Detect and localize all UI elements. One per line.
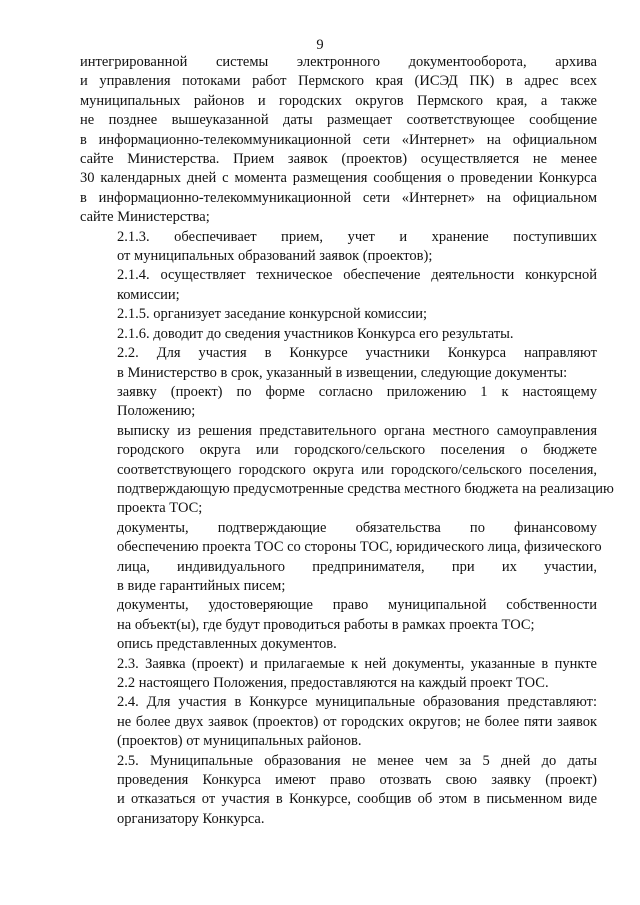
text-line: и отказаться от участия в Конкурсе, сообщив об этом в письменном виде xyxy=(117,791,597,808)
text-line: 2.3. Заявка (проект) и прилагаемые к ней документы, указанные в пункте xyxy=(117,655,597,672)
text-line: опись представленных документов. xyxy=(117,636,337,653)
text-line: 2.1.4. осуществляет техническое обеспечение деятельности конкурсной xyxy=(117,267,597,284)
text-line: в информационно-телекоммуникационной сети «Интернет» на официальном xyxy=(80,131,597,148)
paragraph xyxy=(80,596,597,635)
text-line: 2.2 настоящего Положения, предоставляются на каждый проект ТОС. xyxy=(117,675,549,691)
paragraph xyxy=(80,693,597,751)
text-line: обеспечению проекта ТОС со стороны ТОС, юридического лица, физического xyxy=(117,539,602,556)
text-line: на объект(ы), где будут проводиться работы в рамках проекта ТОС; xyxy=(117,616,535,633)
paragraph xyxy=(80,519,602,597)
text-line: выписку из решения представительного органа местного самоуправления xyxy=(117,422,597,439)
document-body xyxy=(80,53,614,829)
text-line: 2.1.5. организует заседание конкурсной комиссии; xyxy=(117,306,428,323)
text-line: сайте Министерства. Прием заявок (проектов) осуществляется не менее xyxy=(80,151,597,168)
text-line: 30 календарных дней с момента размещения сообщения о проведении Конкурса xyxy=(80,170,597,187)
text-line: интегрированной системы электронного документооборота, архива xyxy=(80,54,597,70)
text-line: соответствующего городского округа или городского/сельского поселения, xyxy=(117,461,597,478)
text-line: муниципальных районов и городских округов Пермского края, а также xyxy=(80,92,597,109)
text-line: 2.5. Муниципальные образования не менее чем за 5 дней до даты xyxy=(117,752,597,769)
text-line: заявку (проект) по форме согласно приложению 1 к настоящему xyxy=(117,383,597,400)
text-line: подтверждающую предусмотренные средства местного бюджета на реализацию xyxy=(117,480,614,497)
text-line: 2.1.6. доводит до сведения участников Конкурса его результаты. xyxy=(117,325,514,342)
text-line: в виде гарантийных писем; xyxy=(117,577,286,594)
text-line: проекта ТОС; xyxy=(117,500,203,517)
text-line: сайте Министерства; xyxy=(80,209,210,226)
text-line: в Министерство в срок, указанный в извещении, следующие документы: xyxy=(117,364,568,381)
paragraph xyxy=(80,228,597,267)
text-line: от муниципальных образований заявок (проектов); xyxy=(117,248,433,265)
paragraph xyxy=(80,752,597,830)
paragraph xyxy=(80,53,597,228)
text-line: документы, подтверждающие обязательства по финансовому xyxy=(117,519,597,536)
paragraph xyxy=(80,422,614,519)
text-line: и управления потоками работ Пермского края (ИСЭД ПК) в адрес всех xyxy=(80,73,597,90)
paragraph xyxy=(80,266,597,305)
text-line: в информационно-телекоммуникационной сети «Интернет» на официальном xyxy=(80,189,597,206)
text-line: лица, индивидуального предпринимателя, при их участии, xyxy=(117,558,597,575)
text-line: документы, удостоверяющие право муниципальной собственности xyxy=(117,597,597,614)
text-line: комиссии; xyxy=(117,286,180,303)
page-number: 9 xyxy=(316,37,324,53)
text-line: не позднее вышеуказанной даты размещает соответствующее сообщение xyxy=(80,112,597,129)
paragraph xyxy=(80,655,597,694)
text-line: Положению; xyxy=(117,403,196,420)
paragraph xyxy=(80,344,597,383)
text-line: не более двух заявок (проектов) от городских округов; не более пяти заявок xyxy=(117,713,597,730)
text-line: городского округа или городского/сельского поселения о бюджете xyxy=(117,442,597,459)
paragraph xyxy=(80,635,597,654)
text-line: проведения Конкурса имеют право отозвать свою заявку (проект) xyxy=(117,772,597,789)
text-line: 2.1.3. обеспечивает прием, учет и хранение поступивших xyxy=(117,228,597,245)
paragraph xyxy=(80,305,597,324)
text-line: 2.4. Для участия в Конкурсе муниципальные образования представляют: xyxy=(117,694,597,711)
text-line: (проектов) от муниципальных районов. xyxy=(117,733,362,750)
text-line: 2.2. Для участия в Конкурсе участники Конкурса направляют xyxy=(117,345,597,362)
text-line: организатору Конкурса. xyxy=(117,810,265,827)
paragraph xyxy=(80,325,597,344)
paragraph xyxy=(80,383,597,422)
